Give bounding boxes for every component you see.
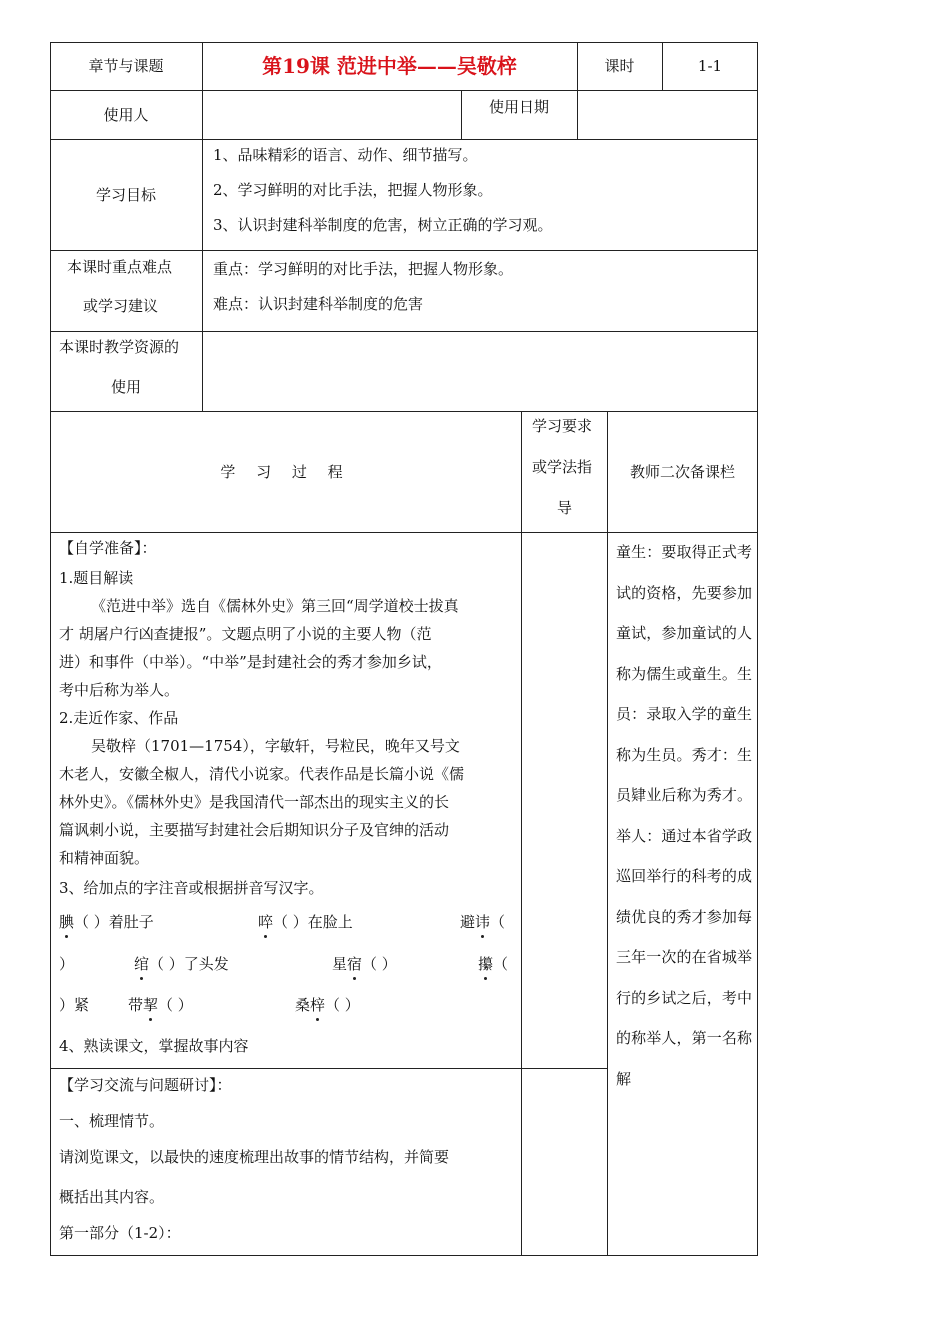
paragraph-line: 吴敬梓（1701—1754），字敏轩，号粒民，晚年又号文 [91, 737, 460, 755]
lesson-title: 第19课 范进中举——吴敬梓 [262, 54, 517, 78]
dotted-char: 宿 [347, 955, 363, 973]
exercise-item: 避讳（ [460, 913, 506, 931]
section-title: 1.题目解读 [59, 569, 134, 587]
resources-value-field[interactable] [202, 331, 758, 411]
guide-heading-line2: 或学法指 [532, 458, 593, 476]
paragraph-line: 和精神面貌。 [59, 849, 150, 867]
process-heading: 学 习 过 程 [220, 462, 351, 481]
focus-label-line2: 或学习建议 [83, 297, 159, 315]
period-value: 1-1 [697, 57, 723, 75]
exercise-item: 腆（ ）着肚子 [59, 913, 154, 931]
resources-label-line1: 本课时教学资源的 [59, 338, 180, 356]
section-title: 2.走近作家、作品 [59, 709, 179, 727]
exercise-item: 带挈（ ） [128, 996, 193, 1014]
dotted-char: 啐 [258, 913, 274, 931]
self-study-heading: 【自学准备】： [59, 539, 157, 557]
dotted-char: 攥 [478, 955, 494, 973]
exercise-item: 桑梓（ ） [295, 996, 360, 1014]
period-label: 课时 [604, 57, 635, 75]
paragraph-line: 考中后称为举人。 [59, 681, 180, 699]
column-divider [607, 411, 608, 1256]
date-value-field[interactable] [577, 90, 758, 139]
paragraph-line: 《范进中举》选自《儒林外史》第三回“周学道校士拔真 [91, 597, 459, 615]
exercise-item: 攥（ [478, 955, 509, 973]
dotted-char: 腆 [59, 913, 75, 931]
dotted-char: 讳 [475, 913, 491, 931]
paragraph-line: 林外史》。《儒林外史》是我国清代一部杰出的现实主义的长 [59, 793, 450, 811]
paragraph-line: 进）和事件（中举）。“中举”是封建社会的秀才参加乡试， [59, 653, 442, 671]
objective-item: 2、学习鲜明的对比手法，把握人物形象。 [213, 181, 493, 199]
row-divider [50, 250, 758, 251]
paragraph-line: 才 胡屠户行凶查捷报”。文题点明了小说的主要人物（范 [59, 625, 432, 643]
guide-heading-line1: 学习要求 [532, 417, 593, 435]
dotted-char: 梓 [310, 996, 326, 1014]
focus-key-point: 重点：学习鲜明的对比手法，把握人物形象。 [213, 260, 514, 278]
exercise-item: ）紧 [59, 996, 90, 1014]
focus-difficulty: 难点：认识封建科举制度的危害 [213, 295, 424, 313]
paragraph-line: 木老人，安徽全椒人，清代小说家。代表作品是长篇小说《儒 [59, 765, 465, 783]
part-label: 第一部分（1-2）： [59, 1224, 181, 1242]
column-divider [521, 411, 522, 1256]
exchange-heading: 【学习交流与问题研讨】： [59, 1076, 232, 1094]
resources-label-line2: 使用 [111, 378, 142, 396]
teacher-notes-heading: 教师二次备课栏 [629, 462, 735, 481]
objectives-label: 学习目标 [95, 185, 156, 204]
date-label: 使用日期 [488, 98, 549, 116]
focus-label-line1: 本课时重点难点 [67, 258, 173, 276]
user-label: 使用人 [103, 105, 149, 124]
paragraph-line: 概括出其内容。 [59, 1188, 165, 1206]
paragraph-line: 篇讽刺小说，主要描写封建社会后期知识分子及官绅的活动 [59, 821, 450, 839]
exchange-item: 一、梳理情节。 [59, 1112, 165, 1130]
teacher-notes-text: 童生：要取得正式考试的资格，先要参加童试，参加童试的人称为儒生或童生。生员：录取入学的童生称为生员。秀才：生员肄业后称为秀才。举人：通过本省学政巡回举行的科考的成绩优良的秀才参加每三年一次的在省城举行的乡试之后，考中的称举人，第一名称解 [616, 543, 752, 1088]
user-value-field[interactable] [202, 90, 461, 139]
dotted-char: 绾 [134, 955, 150, 973]
objective-item: 1、品味精彩的语言、动作、细节描写。 [213, 146, 478, 164]
guide-heading-line3: 导 [557, 499, 573, 517]
row-divider [50, 1068, 607, 1069]
exercise-item: ） 绾（ ）了头发 [59, 955, 229, 973]
section-title: 4、熟读课文，掌握故事内容 [59, 1037, 249, 1055]
dotted-char: 挈 [143, 996, 159, 1014]
paragraph-line: 请浏览课文，以最快的速度梳理出故事的情节结构，并简要 [59, 1148, 450, 1166]
exercise-item: 星宿（ ） [332, 955, 397, 973]
exercise-item: 啐（ ）在脸上 [258, 913, 353, 931]
chapter-label: 章节与课题 [88, 57, 164, 75]
objective-item: 3、认识封建科举制度的危害，树立正确的学习观。 [213, 216, 553, 234]
section-title: 3、给加点的字注音或根据拼音写汉字。 [59, 879, 324, 897]
